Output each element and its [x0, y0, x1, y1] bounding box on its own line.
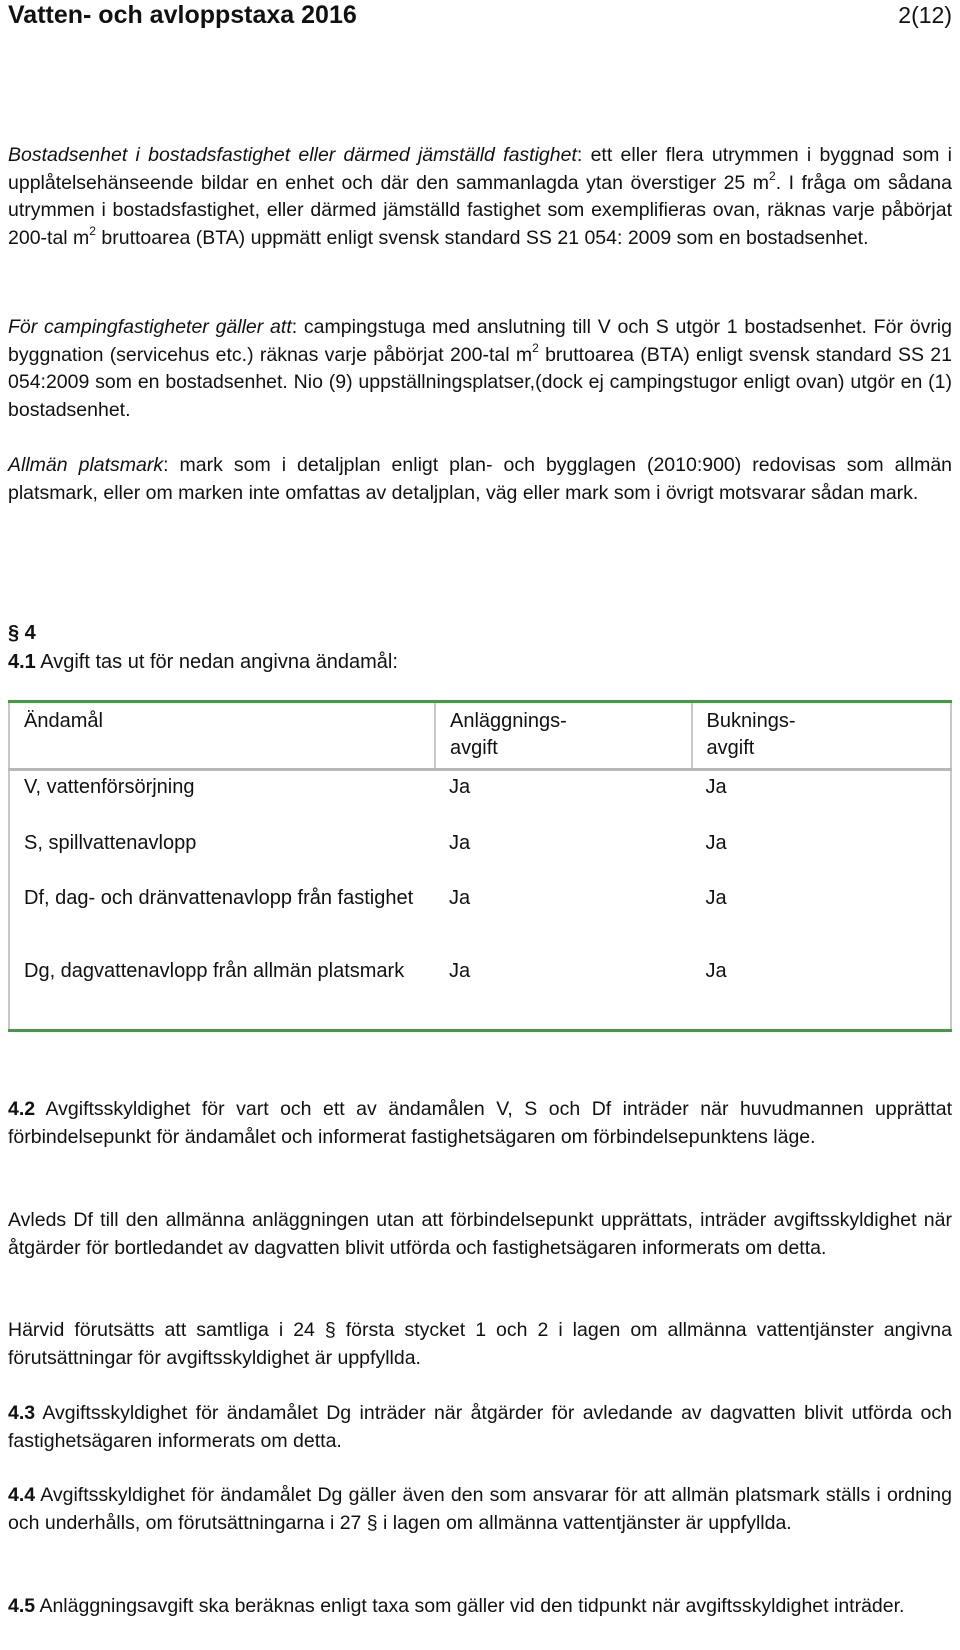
paragraph-4-3: 4.3 Avgiftsskyldighet för ändamålet Dg inträder när åtgärder för avledande av dagvatten blivit utförda och fastighetsägaren informerats om detta. [8, 1402, 952, 1452]
table-cell: Ja [692, 882, 951, 955]
table-cell: Dg, dagvattenavlopp från allmän platsmark [9, 955, 435, 1031]
definition-bostadsenhet: Bostadsenhet i bostadsfastighet eller därmed jämställd fastighet: ett eller flera utrymmen i byggnad som i upplåtelsehänseende bildar en enhet och där den sammanlagda ytan överstiger 25 $m^2$. I fråga om sådana utrymmen i bostadsfastighet, eller därmed jämställd fastighet som exemplifieras ovan, räknas varje påbörjat 200-tal $m^2$ bruttoarea (BTA) uppmätt enligt svensk standard SS 21 054: 2009 som en bostadsenhet. [8, 144, 952, 249]
table-cell: Ja [449, 831, 471, 854]
table-header-cell: Buknings- avgift [692, 702, 951, 770]
table-cell: Ja [692, 955, 951, 1031]
paragraph-number: 4.5 [8, 1595, 36, 1617]
paragraph-number: 4.4 [8, 1484, 36, 1506]
paragraph-number: 4.2 [8, 1098, 36, 1120]
definition-term: För campingfastigheter gäller att [8, 316, 292, 338]
definition-term: Bostadsenhet i bostadsfastighet eller därmed jämställd fastighet [8, 144, 577, 166]
paragraph-4-5: 4.5 Anläggningsavgift ska beräknas enligt taxa som gäller vid den tidpunkt när avgiftsskyldighet inträder. [8, 1595, 905, 1617]
table-row [9, 770, 951, 827]
paragraph-avleds: Avleds Df till den allmänna anläggningen utan att förbindelsepunkt upprättats, inträder avgiftsskyldighet när åtgärder för bortledandet av dagvatten blivit utförda och fastighetsägaren informerats om detta. [8, 1209, 952, 1259]
table-row [9, 827, 951, 882]
section-heading: § 4 [8, 622, 36, 644]
table-header-row [9, 702, 951, 770]
table-cell: Ja [449, 886, 471, 909]
document-title: Vatten- och avloppstaxa 2016 [8, 1, 357, 29]
table-header-cell: Anläggnings- avgift [435, 702, 692, 770]
paragraph-number: 4.3 [8, 1402, 36, 1424]
table-cell: Ja [692, 770, 951, 827]
table-cell: Ja [692, 827, 951, 882]
paragraph-4-2: 4.2 Avgiftsskyldighet för vart och ett av ändamålen V, S och Df inträder när huvudmannen upprättat förbindelsepunkt för ändamålet och informerat fastighetsägaren om förbindelsepunktens läge. [8, 1098, 952, 1148]
definition-camping: För campingfastigheter gäller att: campingstuga med anslutning till V och S utgör 1 bostadsenhet. För övrig byggnation (servicehus etc.) räknas varje påbörjat 200-tal $m^2$ bruttoarea (BTA) enligt svensk standard SS 21 054:2009 som en bostadsenhet. Nio (9) uppställningsplatser,(dock ej campingstugor enligt ovan) utgör en (1) bostadsenhet. [8, 316, 952, 421]
table-header-cell: Ändamål [9, 702, 435, 770]
paragraph-harvid: Härvid förutsätts att samtliga i 24 § första stycket 1 och 2 i lagen om allmänna vattentjänster angivna förutsättningar för avgiftsskyldighet är uppfyllda. [8, 1319, 952, 1369]
page-header [8, 0, 952, 30]
paragraph-4-4: 4.4 Avgiftsskyldighet för ändamålet Dg gäller även den som ansvarar för att allmän platsmark ställs i ordning och underhålls, om förutsättningarna i 27 § i lagen om allmänna vattentjänster är uppfyllda. [8, 1484, 952, 1534]
table-cell: Df, dag- och dränvattenavlopp från fastighet [9, 882, 435, 955]
table-cell: Ja [435, 955, 692, 1031]
subsection-number: 4.1 [8, 651, 36, 673]
table-row [9, 882, 951, 955]
definition-term: Allmän platsmark [8, 454, 164, 476]
subsection-4-1: 4.1 Avgift tas ut för nedan angivna ändamål: [8, 651, 398, 673]
page-number: 2(12) [898, 2, 952, 28]
table-row [9, 955, 951, 1031]
definition-platsmark: Allmän platsmark: mark som i detaljplan enligt plan- och bygglagen (2010:900) redovisas som allmän platsmark, eller om marken inte omfattas av detaljplan, väg eller mark som i övrigt motsvarar sådan mark. [8, 454, 953, 504]
purpose-fee-table [8, 700, 952, 1032]
table-cell: V, vattenförsörjning [9, 770, 435, 827]
table-cell: S, spillvattenavlopp [9, 827, 435, 882]
table-cell: Ja [449, 776, 471, 798]
